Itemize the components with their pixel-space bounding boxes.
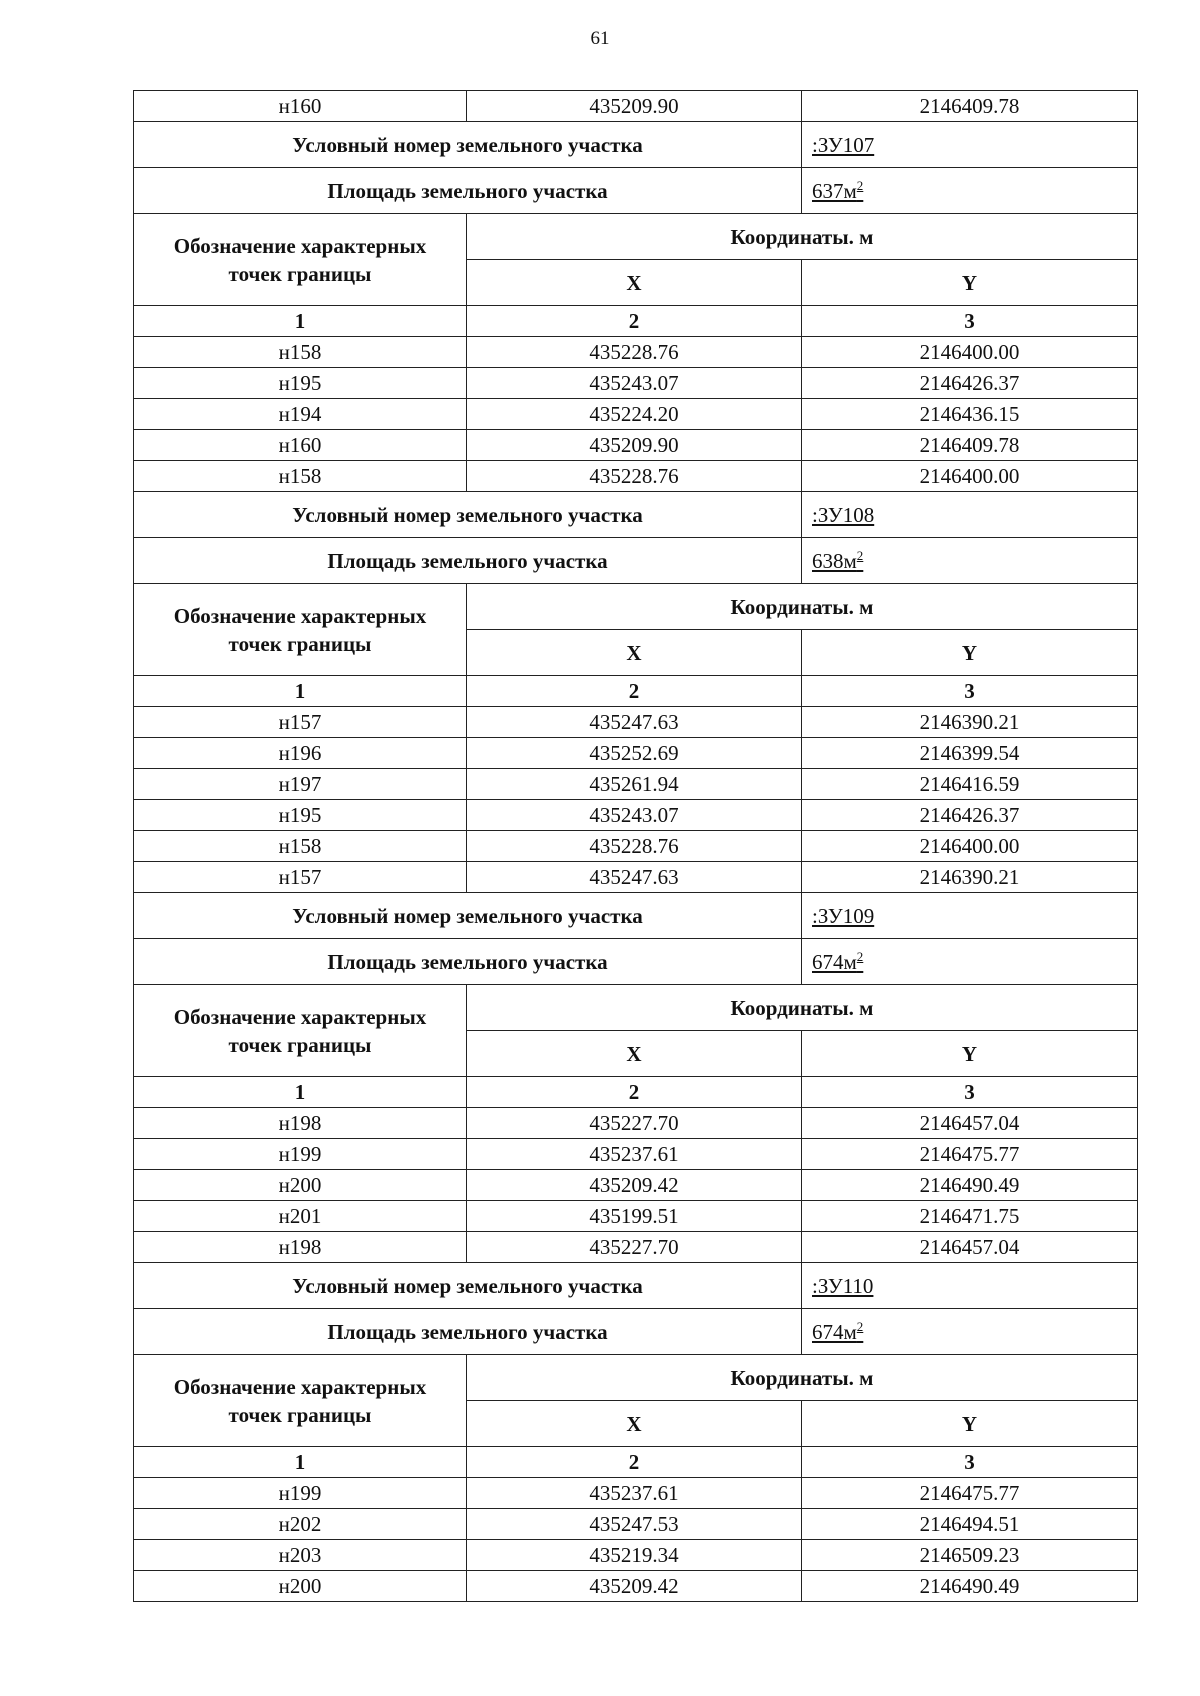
x-cell: 435228.76 xyxy=(467,337,802,368)
parcel-number-label: Условный номер земельного участка xyxy=(134,893,802,939)
area-unit-superscript: 2 xyxy=(856,177,864,193)
y-cell: 2146426.37 xyxy=(802,800,1138,831)
header-row xyxy=(134,1355,1138,1401)
points-header: Обозначение характерных точек границы xyxy=(134,214,467,306)
column-number-row xyxy=(134,306,1138,337)
point-cell: н199 xyxy=(134,1478,467,1509)
table-row xyxy=(134,430,1138,461)
col-number-2: 2 xyxy=(467,306,802,337)
point-cell: н195 xyxy=(134,800,467,831)
point-cell: н158 xyxy=(134,337,467,368)
y-cell: 2146509.23 xyxy=(802,1540,1138,1571)
col-number-2: 2 xyxy=(467,676,802,707)
point-cell: н160 xyxy=(134,91,467,122)
parcel-number-label: Условный номер земельного участка xyxy=(134,492,802,538)
col-number-3: 3 xyxy=(802,1077,1138,1108)
parcel-area-label: Площадь земельного участка xyxy=(134,168,802,214)
table-row xyxy=(134,1139,1138,1170)
x-cell: 435243.07 xyxy=(467,800,802,831)
coords-header: Координаты. м xyxy=(467,985,1138,1031)
point-cell: н199 xyxy=(134,1139,467,1170)
col-number-1: 1 xyxy=(134,306,467,337)
table-row xyxy=(134,1232,1138,1263)
y-cell: 2146475.77 xyxy=(802,1478,1138,1509)
header-row xyxy=(134,214,1138,260)
y-cell: 2146409.78 xyxy=(802,430,1138,461)
area-number: 637 xyxy=(812,178,844,203)
y-cell: 2146426.37 xyxy=(802,368,1138,399)
area-number: 674 xyxy=(812,1319,844,1344)
y-cell: 2146416.59 xyxy=(802,769,1138,800)
point-cell: н200 xyxy=(134,1571,467,1602)
y-cell: 2146457.04 xyxy=(802,1108,1138,1139)
col-number-3: 3 xyxy=(802,306,1138,337)
table-row xyxy=(134,831,1138,862)
x-cell: 435243.07 xyxy=(467,368,802,399)
parcel-area-value xyxy=(802,168,1138,214)
y-cell: 2146400.00 xyxy=(802,461,1138,492)
x-cell: 435261.94 xyxy=(467,769,802,800)
col-x-header: X xyxy=(467,1031,802,1077)
area-number: 674 xyxy=(812,949,844,974)
col-x-header: X xyxy=(467,1401,802,1447)
table-row xyxy=(134,461,1138,492)
points-header: Обозначение характерных точек границы xyxy=(134,985,467,1077)
y-cell: 2146399.54 xyxy=(802,738,1138,769)
x-cell: 435252.69 xyxy=(467,738,802,769)
coords-header: Координаты. м xyxy=(467,214,1138,260)
point-cell: н198 xyxy=(134,1232,467,1263)
col-number-2: 2 xyxy=(467,1077,802,1108)
col-y-header: Y xyxy=(802,260,1138,306)
point-cell: н201 xyxy=(134,1201,467,1232)
column-number-row xyxy=(134,1077,1138,1108)
x-cell: 435209.42 xyxy=(467,1571,802,1602)
table-row xyxy=(134,862,1138,893)
table-row xyxy=(134,707,1138,738)
table-row xyxy=(134,1201,1138,1232)
x-cell: 435228.76 xyxy=(467,461,802,492)
col-number-1: 1 xyxy=(134,1447,467,1478)
x-cell: 435247.63 xyxy=(467,862,802,893)
y-cell: 2146390.21 xyxy=(802,862,1138,893)
col-y-header: Y xyxy=(802,630,1138,676)
table-row xyxy=(134,769,1138,800)
y-cell: 2146494.51 xyxy=(802,1509,1138,1540)
column-number-row xyxy=(134,676,1138,707)
header-row xyxy=(134,985,1138,1031)
y-cell: 2146475.77 xyxy=(802,1139,1138,1170)
table-row xyxy=(134,1170,1138,1201)
x-cell: 435247.53 xyxy=(467,1509,802,1540)
x-cell: 435237.61 xyxy=(467,1478,802,1509)
area-unit-superscript: 2 xyxy=(856,948,864,964)
page-number: 61 xyxy=(590,28,610,49)
x-cell: 435209.90 xyxy=(467,430,802,461)
y-cell: 2146490.49 xyxy=(802,1170,1138,1201)
point-cell: н196 xyxy=(134,738,467,769)
parcel-number-label: Условный номер земельного участка xyxy=(134,1263,802,1309)
header-row xyxy=(134,584,1138,630)
y-cell: 2146436.15 xyxy=(802,399,1138,430)
x-cell: 435227.70 xyxy=(467,1108,802,1139)
parcel-area-row xyxy=(134,1309,1138,1355)
parcel-number-label: Условный номер земельного участка xyxy=(134,122,802,168)
area-unit: м xyxy=(843,548,857,573)
table-row xyxy=(134,337,1138,368)
parcel-number-row xyxy=(134,1263,1138,1309)
coordinates-table-body xyxy=(134,91,1138,1602)
parcel-number-value: :ЗУ109 xyxy=(802,893,1138,939)
table-row xyxy=(134,368,1138,399)
area-number: 638 xyxy=(812,548,844,573)
area-unit: м xyxy=(843,1319,857,1344)
table-row xyxy=(134,1571,1138,1602)
point-cell: н158 xyxy=(134,831,467,862)
parcel-area-value xyxy=(802,538,1138,584)
y-cell: 2146409.78 xyxy=(802,91,1138,122)
col-number-1: 1 xyxy=(134,1077,467,1108)
parcel-area-row xyxy=(134,939,1138,985)
point-cell: н200 xyxy=(134,1170,467,1201)
col-number-3: 3 xyxy=(802,676,1138,707)
points-header: Обозначение характерных точек границы xyxy=(134,1355,467,1447)
table-row xyxy=(134,1540,1138,1571)
parcel-area-label: Площадь земельного участка xyxy=(134,939,802,985)
point-cell: н195 xyxy=(134,368,467,399)
parcel-number-value: :ЗУ107 xyxy=(802,122,1138,168)
coords-header: Координаты. м xyxy=(467,584,1138,630)
parcel-area-label: Площадь земельного участка xyxy=(134,538,802,584)
point-cell: н198 xyxy=(134,1108,467,1139)
column-number-row xyxy=(134,1447,1138,1478)
parcel-area-label: Площадь земельного участка xyxy=(134,1309,802,1355)
x-cell: 435219.34 xyxy=(467,1540,802,1571)
col-y-header: Y xyxy=(802,1031,1138,1077)
x-cell: 435247.63 xyxy=(467,707,802,738)
y-cell: 2146390.21 xyxy=(802,707,1138,738)
points-header: Обозначение характерных точек границы xyxy=(134,584,467,676)
table-row xyxy=(134,399,1138,430)
point-cell: н158 xyxy=(134,461,467,492)
point-cell: н203 xyxy=(134,1540,467,1571)
y-cell: 2146400.00 xyxy=(802,337,1138,368)
table-row xyxy=(134,1108,1138,1139)
area-unit: м xyxy=(843,178,857,203)
area-unit: м xyxy=(843,949,857,974)
x-cell: 435209.90 xyxy=(467,91,802,122)
table-row xyxy=(134,738,1138,769)
x-cell: 435199.51 xyxy=(467,1201,802,1232)
col-x-header: X xyxy=(467,260,802,306)
area-unit-superscript: 2 xyxy=(856,1318,864,1334)
parcel-number-row xyxy=(134,893,1138,939)
parcel-number-row xyxy=(134,122,1138,168)
y-cell: 2146400.00 xyxy=(802,831,1138,862)
y-cell: 2146490.49 xyxy=(802,1571,1138,1602)
point-cell: н197 xyxy=(134,769,467,800)
table-row xyxy=(134,1509,1138,1540)
coords-header: Координаты. м xyxy=(467,1355,1138,1401)
x-cell: 435237.61 xyxy=(467,1139,802,1170)
parcel-number-value: :ЗУ110 xyxy=(802,1263,1138,1309)
x-cell: 435224.20 xyxy=(467,399,802,430)
coordinates-table xyxy=(133,90,1138,1602)
x-cell: 435209.42 xyxy=(467,1170,802,1201)
point-cell: н157 xyxy=(134,862,467,893)
parcel-area-row xyxy=(134,168,1138,214)
point-cell: н202 xyxy=(134,1509,467,1540)
table-row xyxy=(134,800,1138,831)
y-cell: 2146457.04 xyxy=(802,1232,1138,1263)
area-unit-superscript: 2 xyxy=(856,547,864,563)
table-row xyxy=(134,91,1138,122)
col-number-1: 1 xyxy=(134,676,467,707)
parcel-number-row xyxy=(134,492,1138,538)
parcel-area-row xyxy=(134,538,1138,584)
col-number-3: 3 xyxy=(802,1447,1138,1478)
y-cell: 2146471.75 xyxy=(802,1201,1138,1232)
x-cell: 435227.70 xyxy=(467,1232,802,1263)
point-cell: н160 xyxy=(134,430,467,461)
parcel-area-value xyxy=(802,939,1138,985)
point-cell: н157 xyxy=(134,707,467,738)
point-cell: н194 xyxy=(134,399,467,430)
x-cell: 435228.76 xyxy=(467,831,802,862)
col-number-2: 2 xyxy=(467,1447,802,1478)
parcel-area-value xyxy=(802,1309,1138,1355)
col-y-header: Y xyxy=(802,1401,1138,1447)
col-x-header: X xyxy=(467,630,802,676)
parcel-number-value: :ЗУ108 xyxy=(802,492,1138,538)
table-row xyxy=(134,1478,1138,1509)
